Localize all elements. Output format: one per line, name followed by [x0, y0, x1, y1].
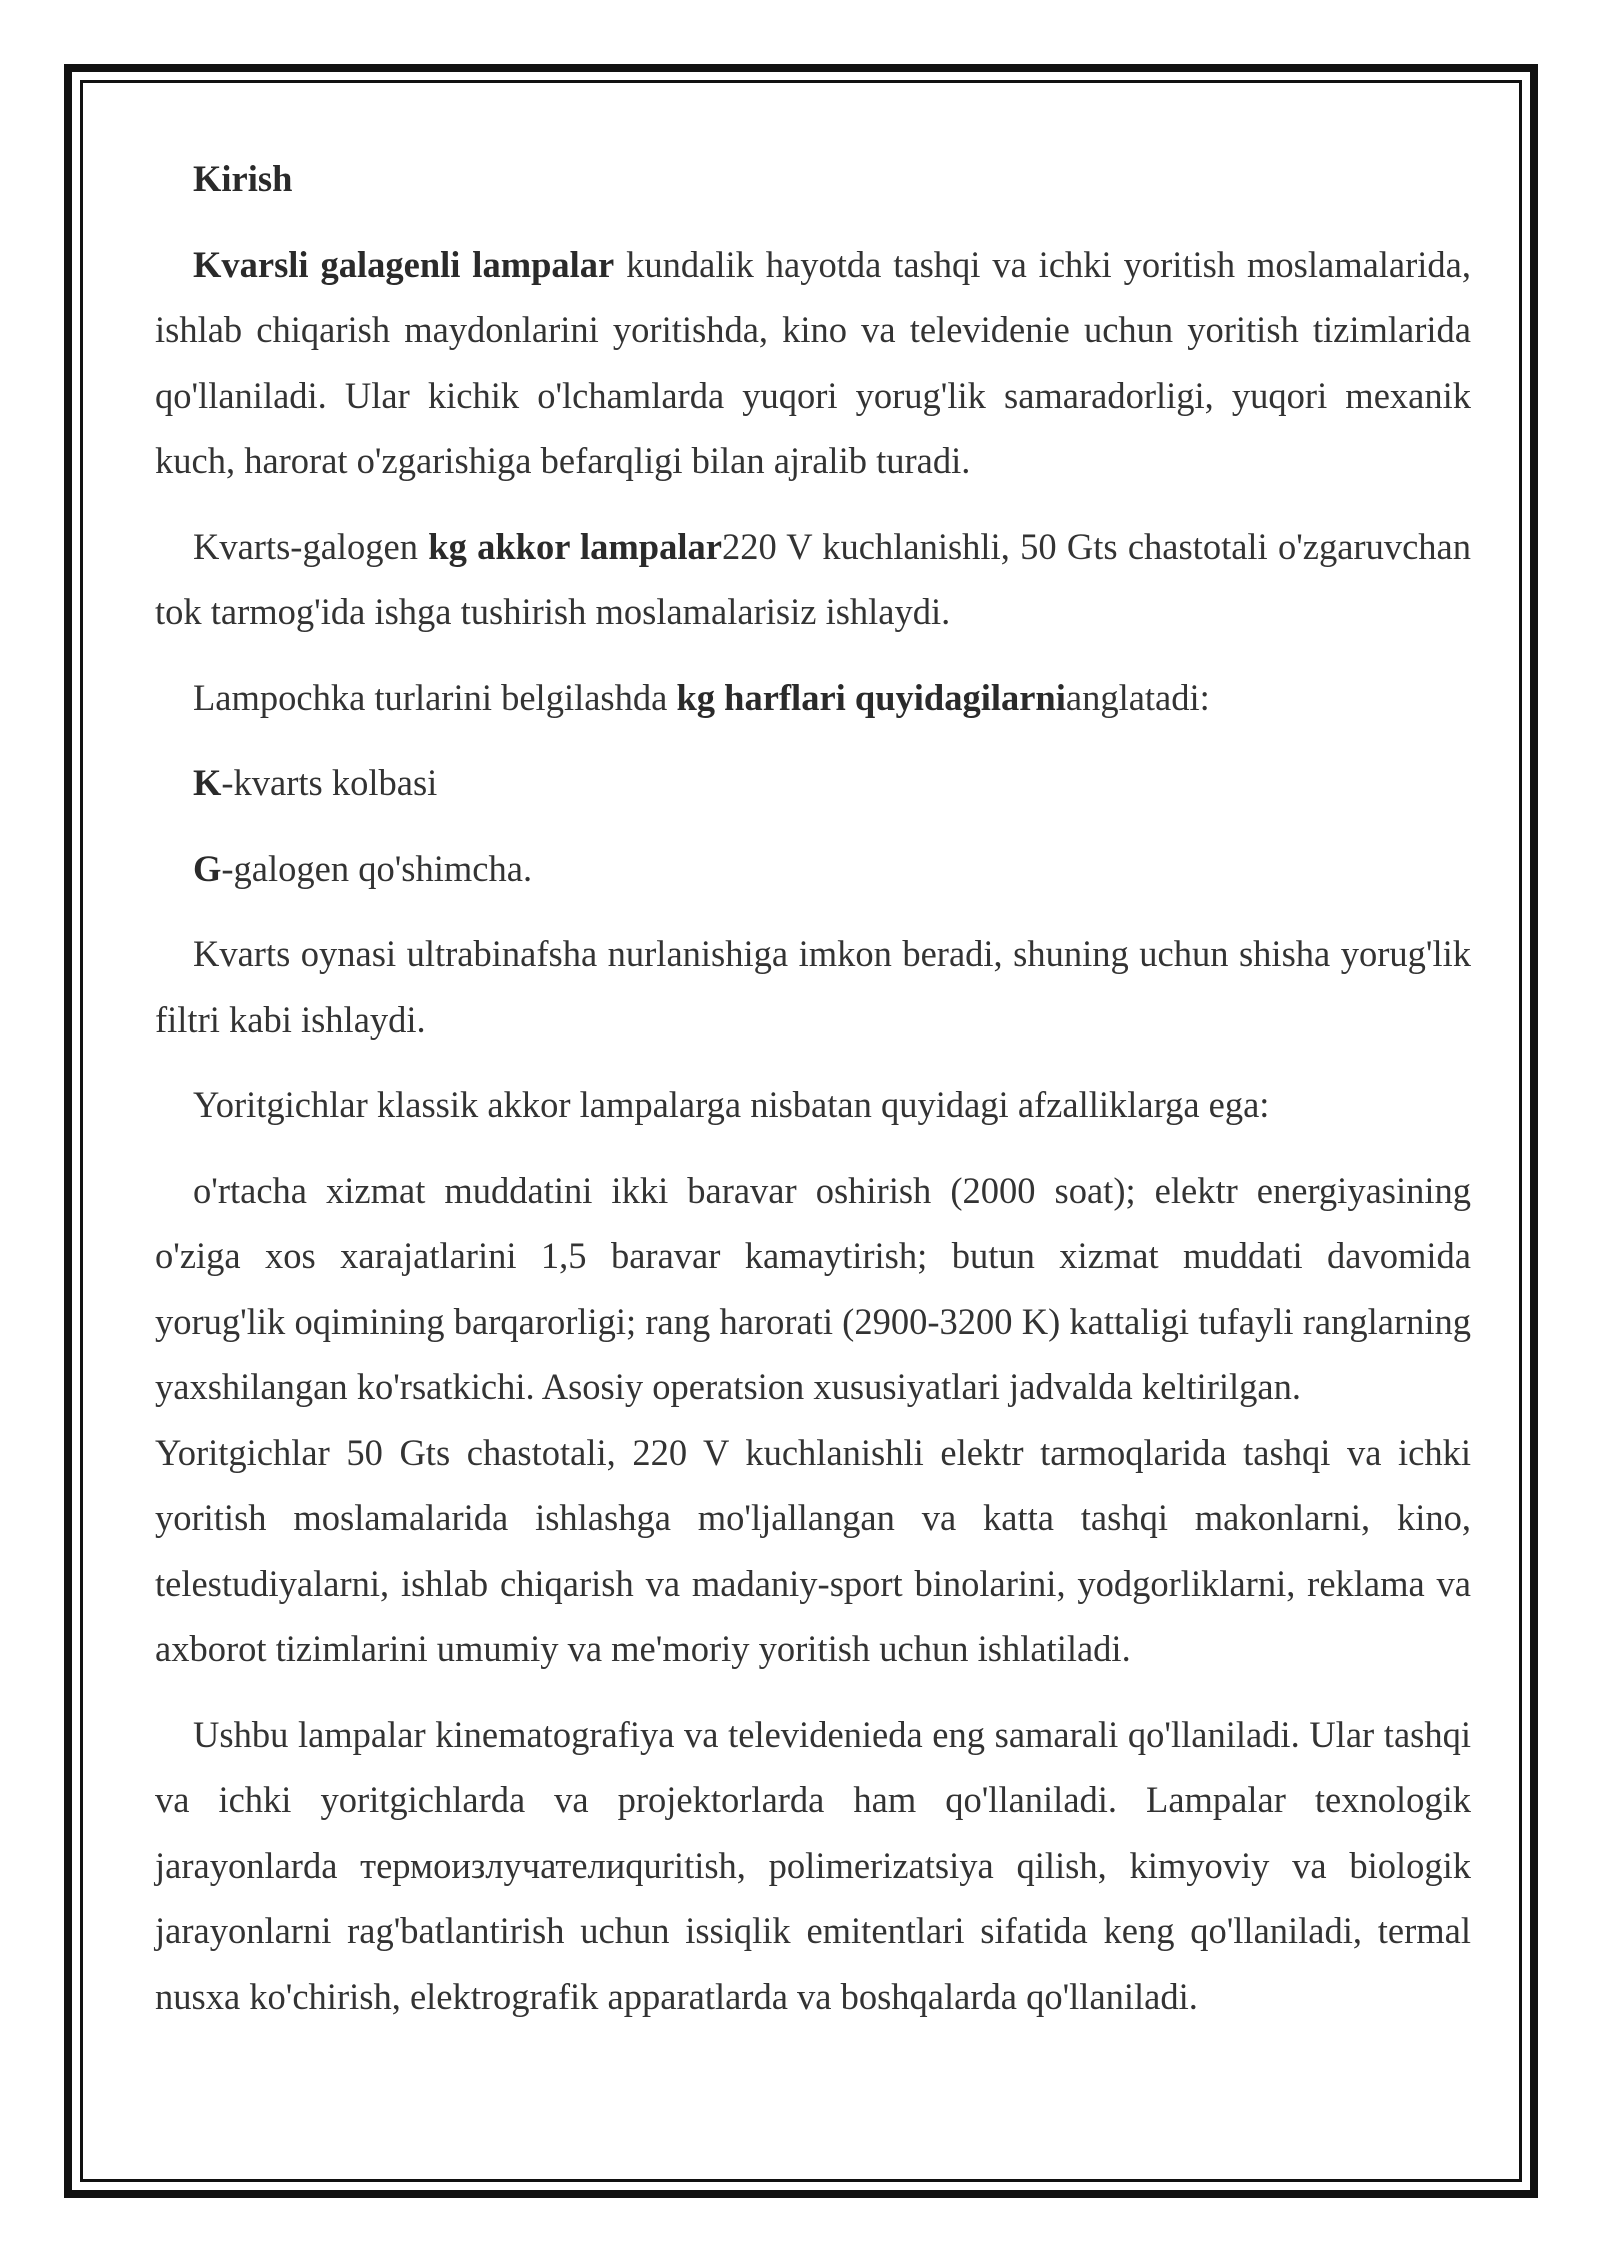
bold-term: kg harflari quyidagilarni: [676, 676, 1066, 718]
paragraph-text-pre: Kvarts-galogen: [193, 525, 429, 567]
paragraph-quartz-glass: Kvarts oynasi ultrabinafsha nurlanishiga imkon beradi, shuning uchun shisha yorug'lik filtri kabi ishlaydi.: [155, 933, 1471, 1040]
paragraph-kg-lamps: [155, 514, 1471, 645]
list-item-g: [155, 836, 1471, 902]
bold-term: kg akkor lampalar: [428, 525, 722, 567]
paragraph-usage: Ushbu lampalar kinematografiya va televidenieda eng samarali qo'llaniladi. Ular tashqi va ichki yoritgichlarda va projektorlarda ham qo'llaniladi. Lampalar texnologik jarayonlarda термоизлучателиquritish, polimerizatsiya qilish, kimyoviy va biologik jarayonlarni rag'batlantirish uchun issiqlik emitentlari sifatida keng qo'llaniladi, termal nusxa ko'chirish, elektrografik apparatlarda va boshqalarda qo'llaniladi.: [155, 1713, 1471, 2017]
paragraph-text-pre: Lampochka turlarini belgilashda: [193, 676, 677, 718]
bold-letter: K: [193, 762, 222, 803]
document-body: [155, 146, 1471, 2049]
paragraph-text-post: 220 V kuchlanishli, 50 Gts chastotali o'zgaruvchan tok tarmog'ida ishga tushirish moslamalarisiz ishlaydi.: [155, 525, 1471, 632]
paragraph-text-post: anglatadi:: [1065, 676, 1210, 718]
list-item-text: -kvarts kolbasi: [221, 762, 438, 803]
paragraph-designation: [155, 665, 1471, 731]
paragraph-advantages: o'rtacha xizmat muddatini ikki baravar oshirish (2000 soat); elektr energiyasining o'ziga xos xarajatlarini 1,5 baravar kamaytirish; butun xizmat muddati davomida yorug'lik oqimining barqarorligi; rang harorati (2900-3200 K) kattaligi tufayli ranglarning yaxshilangan ko'rsatkichi. Asosiy operatsion xususiyatlari jadvalda keltirilgan.: [155, 1169, 1471, 1407]
list-item-k: [155, 750, 1471, 816]
bold-letter: G: [193, 847, 222, 889]
paragraph-application: Yoritgichlar 50 Gts chastotali, 220 V kuchlanishli elektr tarmoqlarida tashqi va ichki yoritish moslamalarida ishlashga mo'ljallangan va katta tashqi makonlarni, kino, telestudiyalarni, ishlab chiqarish va madaniy-sport binolarini, yodgorliklarni, reklama va axborot tizimlarini umumiy va me'moriy yoritish uchun ishlatiladi.: [155, 1431, 1471, 1669]
section-heading: Kirish: [193, 158, 293, 199]
list-item-text: -galogen qo'shimcha.: [221, 847, 533, 889]
paragraph-text: kundalik hayotda tashqi va ichki yoritish moslamalarida, ishlab chiqarish maydonlarini yoritishda, kino va televidenie uchun yoritish tizimlarida qo'llaniladi. Ular kichik o'lchamlarda yuqori yorug'lik samaradorligi, yuqori mexanik kuch, harorat o'zgarishiga befarqligi bilan ajralib turadi.: [155, 243, 1471, 481]
paragraph-advantages-intro: Yoritgichlar klassik akkor lampalarga nisbatan quyidagi afzalliklarga ega:: [193, 1084, 1270, 1125]
paragraph-intro: [155, 232, 1471, 494]
bold-term: Kvarsli galagenli lampalar: [193, 243, 615, 285]
